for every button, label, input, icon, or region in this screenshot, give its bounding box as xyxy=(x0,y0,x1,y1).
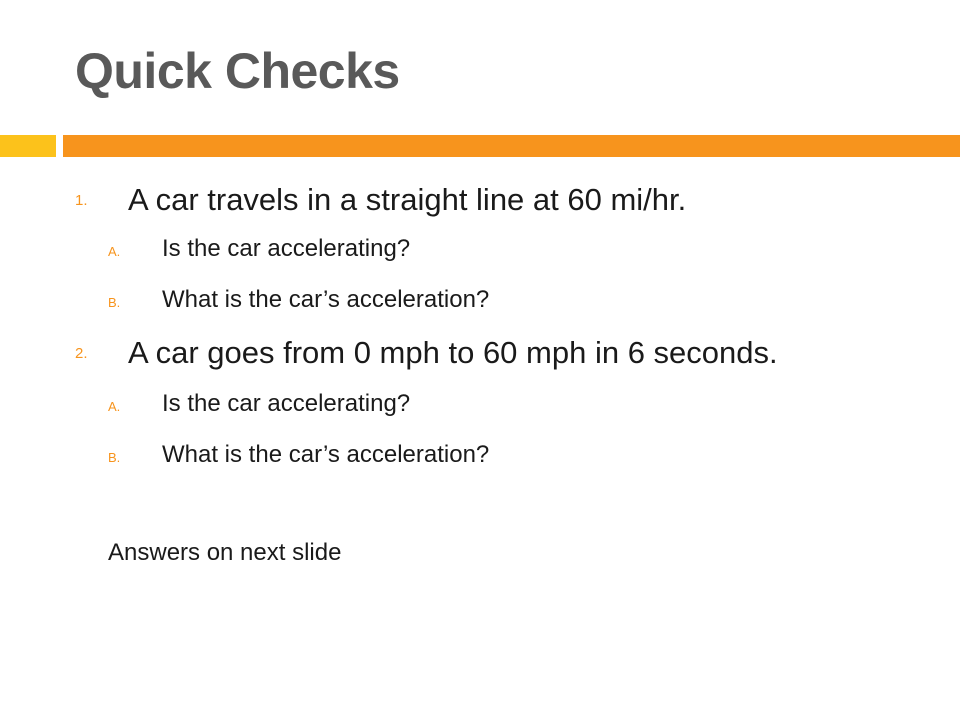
list-marker: 1. xyxy=(75,192,88,209)
list-marker: B. xyxy=(108,450,121,465)
sub-question-text: What is the car’s acceleration? xyxy=(162,286,490,313)
list-marker: A. xyxy=(108,399,121,414)
sub-question-text: Is the car accelerating? xyxy=(162,235,411,262)
slide-title: Quick Checks xyxy=(75,43,400,99)
question-text: A car travels in a straight line at 60 mi/hr. xyxy=(128,182,687,217)
sub-question-text: What is the car’s acceleration? xyxy=(162,441,490,468)
list-marker: 2. xyxy=(75,345,88,362)
list-marker: A. xyxy=(108,244,121,259)
question-text: A car goes from 0 mph to 60 mph in 6 seconds. xyxy=(128,335,778,370)
answers-note: Answers on next slide xyxy=(108,539,342,566)
sub-question-text: Is the car accelerating? xyxy=(162,390,411,417)
list-marker: B. xyxy=(108,295,121,310)
